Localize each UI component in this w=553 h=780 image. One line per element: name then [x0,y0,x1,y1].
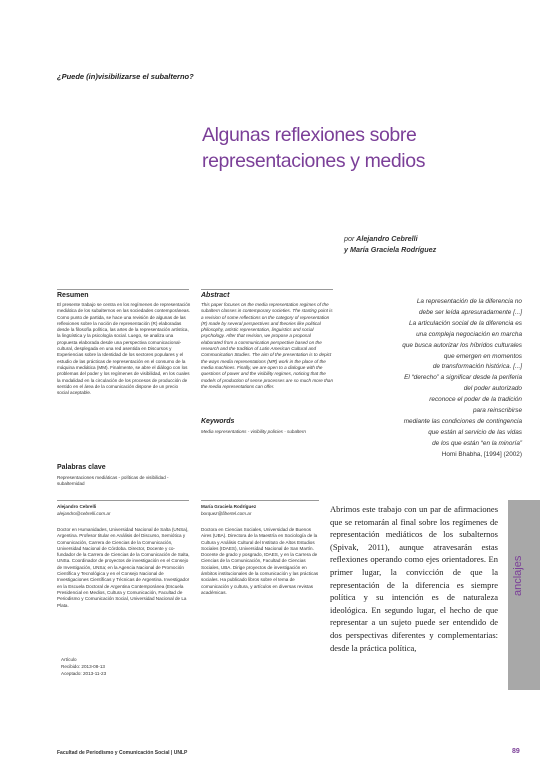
author2-email[interactable]: borquez@fibertel.com.ar [201,511,252,516]
quote-line: que están al servicio de las vidas [428,428,522,436]
quote-line: una compleja negociación en marcha [416,330,522,338]
quote-line: de transformación histórica. [...] [432,363,522,371]
quote-line: del poder autorizado [463,385,522,393]
author-line-1: Alejandro Cebrelli [356,234,418,243]
author2-name: María Graciela Rodríguez [201,504,257,509]
accepted-date: Aceptado: 2013-11-23 [61,671,107,676]
quote-source: Homi Bhabha, [1994] (2002) [441,450,522,458]
author2-rule [201,500,319,501]
author1-email[interactable]: alejandro@cebrelli.com.ar [57,511,111,516]
body-text: Abrimos este trabajo con un par de afirmaciones que se retomarán al final sobre los regímenes de representación mediáticos de los subalternos (Spivak, 2011), aunque atravesarán estas reflexiones operando como ejes orientadores. En primer lugar, la convicción de que la representación de la diferencia es siempre política y su intención es de naturaleza ideológica. En segundo lugar, el hecho de que representar a un sujeto puede ser entendido de dos perspectivas diferentes y complementarias: desde la práctica política, [330,504,498,653]
authors [344,233,534,255]
quote-line: La representación de la diferencia no [416,298,522,305]
section-label: anclajes [512,555,524,596]
author2-bio: Doctora en Ciencias Sociales, Universidad de Buenos Aires (UBA). Directora de la Maestría en Sociología de la Cultura y Análisis Cultural del Instituto de Altos Estudios Sociales (IDAES), Universidad Nacional de San Martín. Docente de grado y posgrado, IDAES, y en la Carrera de Ciencias de la Comunicación, Facultad de Ciencias Sociales, UBA. Dirige proyectos de investigación en ámbitos institucionales de la comunicación y las prácticas sociales. Ha publicado libros sobre el tema de comunicación y cultura, y artículos en diversas revistas académicas. [201,527,319,595]
abstract-text: This paper focuses on the media representation regimes of the subaltern classes in contemporary societies. The starting point is a revision of some reflections on the category of representation (R) made by several perspectives and theories like political philosophy, artistic representation, linguistics and social psychology. After that revision, we propose a proposal elaborated from a communication perspective based on the research and the tradition of Latin American Cultural and Communication Studies. The aim of the presentation is to depict the ways media representations (MR) work in the place of the media machines. Finally, we are open to a dialogue with the questions of power and the visibility regimes, noticing that the models of production of sense processes are so much more than the media representations can offer. [201,302,333,389]
palabras-clave-heading: Palabras clave [57,464,106,471]
section-kicker: ¿Puede (in)visibilizarse el subalterno? [57,72,194,81]
footer-institution: Facultad de Periodismo y Comunicación Social | UNLP [57,750,188,756]
authors-por: por [344,234,355,243]
epigraph [352,297,522,461]
keywords-heading: Keywords [201,418,235,425]
quote-line: debe ser leída apresuradamente [...] [418,308,522,316]
title-line-2: representaciones y medios [202,150,426,172]
quote-line: que emergen en momentos [443,352,522,360]
quote-line: reconoce el poder de la tradición [429,396,522,404]
quote-line: que busca autorizar los híbridos culturales [402,341,522,349]
received-date: Recibido: 2013-08-13 [61,664,105,669]
title-line-1: Algunas reflexiones sobre [202,124,417,146]
quote-line: mediante las condiciones de contingencia [403,417,522,425]
author1-bio: Doctor en Humanidades, Universidad Nacional de Salta (UNSa), Argentina. Profesor titular en Análisis del Discurso, Semiótica y Comunicación, Carrera de Ciencias de la Comunicación, Universidad Nacional de Córdoba. Director, Docente y co-fundador de la Carrera de Ciencias de la Comunicación de Salta, UNSa. Coordinador de proyectos de investigación en el Consejo de Investigación, UNSa; en la Agencia Nacional de Promoción Científica y Tecnológica y en el Consejo Nacional de Investigaciones Científicas y Técnicas de Argentina. Investigador en la Escuela Doctoral de Argentina Contemporánea (Escuela Presidencial en Medios, Cultura y Comunicación, Facultad de Periodismo y Comunicación Social, Universidad Nacional de La Plata. [57,527,190,608]
abstract-rule [201,289,333,290]
resumen-rule [57,289,189,290]
quote-line: de los que están “en la minoría” [432,439,522,447]
author1-rule [57,500,189,501]
author-line-2: y María Graciela Rodríguez [344,245,437,254]
resumen-heading: Resumen [57,292,89,299]
quote-line: El “derecho” a significar desde la periferia [404,374,522,382]
author1-name: Alejandro Cebrelli [57,504,97,509]
resumen-text: El presente trabajo se centra en los regímenes de representación mediática de los subalternos en las sociedades contemporáneas. Como punto de partida, se hace una revisión de algunas de las reflexiones sobre la noción de representación (R) elaboradas desde la filosofía política, las artes de la representación artística, la lingüística y la psicología social. Luego, se analiza una propuesta elaborada desde una perspectiva comunicacional-cultural, desplegada en una red asentida en Discursos y Experiencias sobre la Identidad de los sectores populares y el estudio de las prácticas de representación en el consumo de la máquina mediática (MM). Finalmente, se abre el diálogo con los problemas del poder y los regímenes de visibilidad, en los cuales la modalidad en la circulación de los procesos de producción de sentido en el área de la comunicación dispone de un precio social aceptable. [57,302,191,396]
page-number: 89 [512,748,520,755]
article-label: Artículo [61,657,77,662]
quote-line: La articulación social de la diferencia es [409,319,522,327]
quote-line: para reinscribirse [472,407,522,415]
keywords-text: Media representations - visibility policies - subaltern [201,429,306,434]
article-title [202,122,522,174]
palabras-clave-text: Representaciones mediáticas - políticas de visibilidad - subalternidad [57,475,169,487]
abstract-heading: Abstract [201,292,230,299]
